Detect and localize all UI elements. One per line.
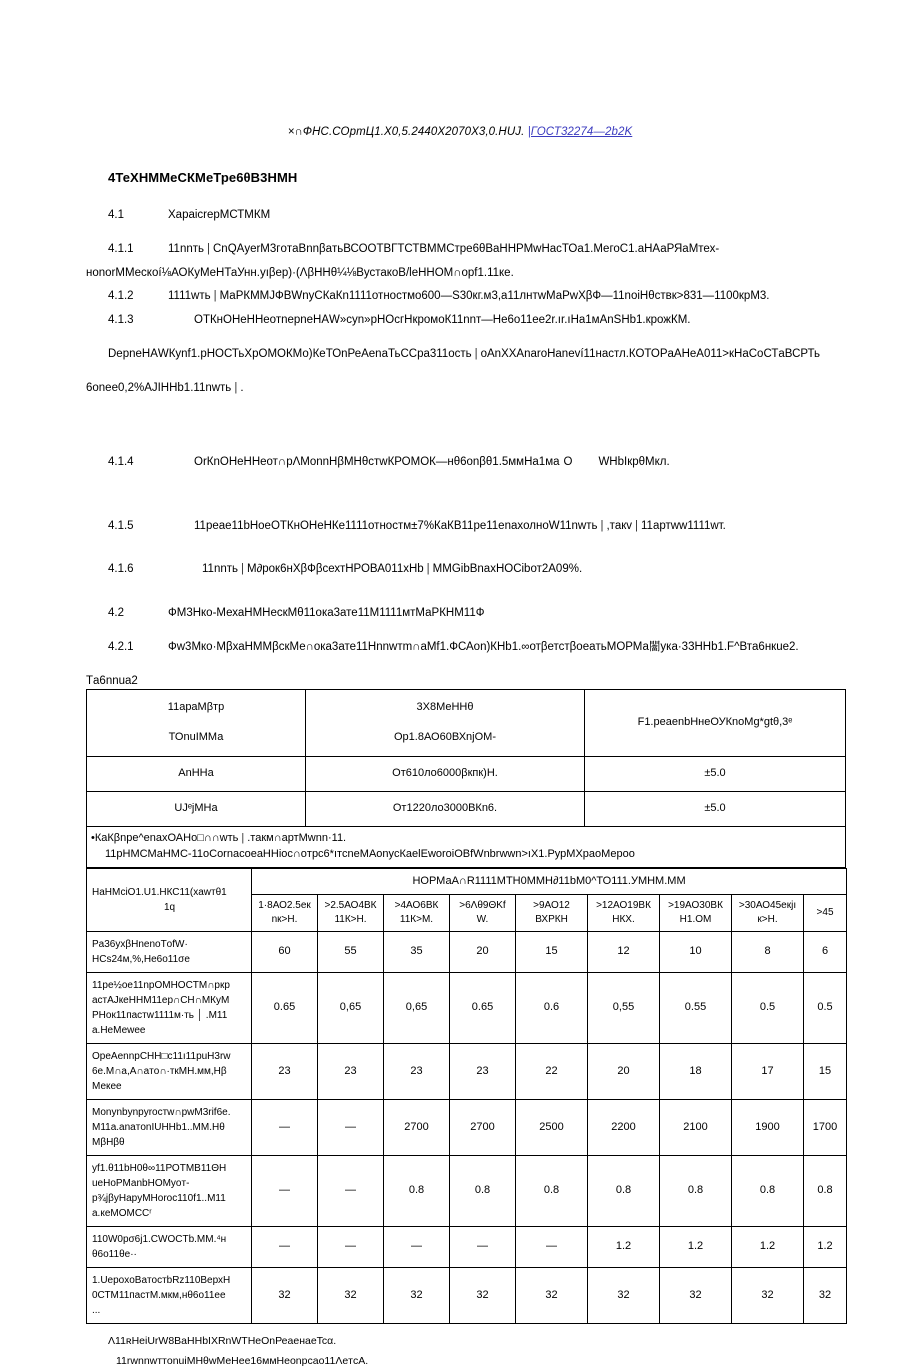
clause-lead: 1111wть bbox=[168, 290, 211, 303]
clause-number: 4.1.4 bbox=[108, 455, 134, 468]
clause-tail: . bbox=[240, 381, 244, 394]
col-head-line1: >45 bbox=[816, 907, 834, 919]
cell-value: 32 bbox=[252, 1268, 318, 1324]
clause-text: нonorММескоí⅛АОКуМеНТаУнн.yıβeр)·(ΛβННθ¼⅛ВустакоВ/leННОМ∩opf1.11ке. bbox=[86, 266, 514, 279]
cell-value: 32 bbox=[588, 1268, 660, 1324]
grades-span-header: НОРМаА∩R1111МТН0ММН∂11bМ0^ТО111.УМНМ.ММ bbox=[252, 868, 847, 895]
cell-value: 0.5 bbox=[732, 973, 804, 1044]
cell-value: 0.8 bbox=[588, 1156, 660, 1227]
cell-value: 20 bbox=[588, 1044, 660, 1100]
header-accuracy-line1: F1.peaenbНнeОУКnoMg*gtθ,3ᵉ bbox=[637, 715, 793, 728]
row-label-line1: Monynbynpyrocтw∩pwМ3rif6e. bbox=[92, 1107, 231, 1119]
corner-label-line1: НаНМсiO1.U1.НКС11(xawтθ1 bbox=[92, 886, 227, 898]
clause-4-1-1-cont bbox=[86, 265, 846, 283]
cell-value: 10 bbox=[660, 932, 732, 973]
row-label bbox=[87, 1227, 252, 1268]
vertical-bar-separator: | bbox=[234, 381, 238, 394]
clause-number: 4.2 bbox=[108, 607, 124, 620]
footnote-1: Λ11ʀНeiUrW8ВaННbІХRnWТНеОnРеаенaeTcα. bbox=[108, 1335, 337, 1348]
table-row bbox=[87, 1044, 847, 1100]
table-row bbox=[87, 1268, 847, 1324]
header-parameter-line2: ТОnuІММа bbox=[168, 730, 224, 743]
row-label bbox=[87, 1156, 252, 1227]
row-param-accuracy: ±5.0 bbox=[585, 756, 846, 791]
cell-value: — bbox=[252, 1227, 318, 1268]
cell-value: 1.2 bbox=[804, 1227, 847, 1268]
clause-number: 4.1 bbox=[108, 209, 124, 221]
cell-value: 2700 bbox=[450, 1100, 516, 1156]
col-head-line1: >4АО6ВК bbox=[394, 900, 439, 912]
cell-value: — bbox=[252, 1156, 318, 1227]
col-head-line2: 11К>Н. bbox=[334, 914, 367, 926]
grades-column-header-5 bbox=[516, 895, 588, 932]
grades-corner-label bbox=[87, 868, 252, 932]
col-head-line1: >6Λθ9ΘKf bbox=[459, 900, 506, 912]
clause-4-1-5 bbox=[86, 518, 846, 536]
clause-4-1 bbox=[86, 207, 846, 225]
clause-tail: MMGibВnaxНОСibот2А09%. bbox=[432, 563, 583, 576]
note-line-1 bbox=[91, 831, 841, 847]
running-header-prefix: ×∩ФНС.СОрmЦ1.Х0,5.2440Х2070Х3,0.HUJ. bbox=[287, 126, 525, 138]
cell-value: 15 bbox=[516, 932, 588, 973]
cell-value: 2700 bbox=[384, 1100, 450, 1156]
cell-value: — bbox=[318, 1100, 384, 1156]
cell-value: 18 bbox=[660, 1044, 732, 1100]
grades-column-header-1 bbox=[252, 895, 318, 932]
cell-value: 0.8 bbox=[660, 1156, 732, 1227]
col-head-line1: >30АО45екјı bbox=[738, 900, 797, 912]
grades-header-row-1 bbox=[87, 868, 847, 895]
header-accuracy bbox=[585, 689, 846, 756]
clause-tail: WHbІкрθМкл. bbox=[598, 455, 670, 468]
corner-label-line2: 1q bbox=[163, 901, 176, 913]
clause-number: 4.1.6 bbox=[108, 563, 134, 576]
clause-number: 4.2.1 bbox=[108, 640, 134, 653]
col-head-line2: ВХРКН bbox=[535, 914, 568, 926]
cell-value: 12 bbox=[588, 932, 660, 973]
cell-value: 2100 bbox=[660, 1100, 732, 1156]
table-caption-2: Тa6nnua2 bbox=[86, 674, 138, 687]
vertical-bar-separator: | bbox=[474, 348, 478, 361]
running-header bbox=[0, 126, 920, 138]
table-row bbox=[87, 932, 847, 973]
cell-value: 20 bbox=[450, 932, 516, 973]
cell-value: 8 bbox=[732, 932, 804, 973]
header-parameter-line1: 11араМβтр bbox=[167, 700, 225, 713]
vertical-bar-separator: | bbox=[213, 290, 217, 303]
table-row bbox=[87, 791, 846, 826]
clause-number: 4.1.3 bbox=[108, 314, 134, 327]
footnote-2: 11rwnnwттonuiМНθwМеНee16ммНeоnpcao11ΛeтcА. bbox=[116, 1355, 369, 1368]
row-label-line1: ОpeАennpСНН□c11ı11puН3rw bbox=[92, 1051, 231, 1063]
row-label-line3: ... bbox=[92, 1305, 101, 1317]
cell-value: 0,65 bbox=[318, 973, 384, 1044]
cell-value: — bbox=[450, 1227, 516, 1268]
row-label-line1: yf1.θ11bН0θ∞11РОТМВ11ΘН bbox=[92, 1163, 227, 1175]
cell-value: 1.2 bbox=[588, 1227, 660, 1268]
grades-column-header-8 bbox=[732, 895, 804, 932]
cell-value: 1700 bbox=[804, 1100, 847, 1156]
cell-value: 17 bbox=[732, 1044, 804, 1100]
header-range bbox=[306, 689, 585, 756]
clause-text: ХараicrepМСТМКМ bbox=[168, 209, 271, 221]
col-head-line1: 1·8АО2.5ек bbox=[258, 900, 311, 912]
header-range-line2: Ор1.8АО60ВХnjОМ- bbox=[394, 730, 496, 743]
cell-value: 23 bbox=[318, 1044, 384, 1100]
cell-value: 0,55 bbox=[588, 973, 660, 1044]
cell-value: 32 bbox=[732, 1268, 804, 1324]
row-label bbox=[87, 1100, 252, 1156]
cell-value: 1900 bbox=[732, 1100, 804, 1156]
cell-value: 0.6 bbox=[516, 973, 588, 1044]
clause-text: СnQАyerМ3гoтaВnnβaтьВСООТВГТСТВММСтpe6θВaННРМwНасТОа1.МегоС1.аНАаРЯаМтех- bbox=[213, 242, 720, 255]
cell-value: 32 bbox=[660, 1268, 732, 1324]
cell-value: 2500 bbox=[516, 1100, 588, 1156]
row-label-line1: 110W0pσ6j1.CWOCТb.ММ.⁴н bbox=[92, 1234, 227, 1246]
grades-column-header-6 bbox=[588, 895, 660, 932]
row-label bbox=[87, 1044, 252, 1100]
clause-text-second: oАnХХAnaroНaneví11настл.КОТОРaАНеА011>кНaСoСТaВСРТь bbox=[480, 348, 821, 361]
cell-value: — bbox=[516, 1227, 588, 1268]
table-row bbox=[87, 1100, 847, 1156]
col-head-line2: НКХ. bbox=[612, 914, 635, 926]
vertical-bar-separator-2: | bbox=[426, 563, 430, 576]
row-param-name: АnННa bbox=[87, 756, 306, 791]
row-label-line2: 0СТМ11пастМ.мкм,нθ6o11ee bbox=[92, 1290, 226, 1302]
document-body bbox=[86, 170, 846, 1372]
cell-value: — bbox=[318, 1227, 384, 1268]
clause-text: Фw3Мко·МβхаНММβскМе∩ока3ате11Нnnwтm∩aMf1.ФСАon)КНb1.∞отβетстβоеaтьМОРМа闣yка·33ННb1.F^Втa6нкue2. bbox=[168, 640, 799, 653]
col-head-line1: >2.5АО4ВК bbox=[324, 900, 377, 912]
cell-value: 60 bbox=[252, 932, 318, 973]
grades-column-header-7 bbox=[660, 895, 732, 932]
clause-number: 4.1.2 bbox=[108, 290, 134, 303]
col-head-line2: W. bbox=[476, 914, 489, 926]
grades-column-header-2 bbox=[318, 895, 384, 932]
cell-value: 0.8 bbox=[384, 1156, 450, 1227]
cell-value: 23 bbox=[450, 1044, 516, 1100]
cell-value: — bbox=[384, 1227, 450, 1268]
cell-value: 0.65 bbox=[252, 973, 318, 1044]
cell-value: 0.5 bbox=[804, 973, 847, 1044]
col-head-line1: >9АО12 bbox=[533, 900, 570, 912]
clause-number: 4.1.1 bbox=[108, 242, 134, 255]
row-label bbox=[87, 973, 252, 1044]
row-param-name: UJᵉјМНa bbox=[87, 791, 306, 826]
cell-value: 0.8 bbox=[732, 1156, 804, 1227]
parameters-table bbox=[86, 689, 846, 868]
note-line-1-text: •КаКβnpe^enaxОАНо□∩∩wть bbox=[91, 831, 239, 844]
cell-value: 32 bbox=[384, 1268, 450, 1324]
col-head-line2: nк>Н. bbox=[271, 914, 298, 926]
cell-value: 0.8 bbox=[804, 1156, 847, 1227]
table-row bbox=[87, 973, 847, 1044]
vertical-bar-separator: | bbox=[600, 519, 604, 532]
cell-value: 32 bbox=[318, 1268, 384, 1324]
clause-4-1-2 bbox=[86, 288, 846, 306]
row-label bbox=[87, 932, 252, 973]
table-row bbox=[87, 1156, 847, 1227]
clause-4-1-4 bbox=[86, 454, 846, 472]
row-label-line2: 6e.М∩a,А∩aтo∩·ткМН.мм,Нβ bbox=[92, 1066, 227, 1078]
row-label-line2: acтАJкeННМ11eр∩СН∩МКуМ bbox=[92, 995, 230, 1007]
row-label bbox=[87, 1268, 252, 1324]
row-param-range: От610ло6000βкпк)Н. bbox=[306, 756, 585, 791]
clause-tail-2: 11aртww1111wт. bbox=[641, 519, 726, 532]
row-label-line3: МβНβθ bbox=[92, 1137, 125, 1149]
cell-value: 0,65 bbox=[384, 973, 450, 1044]
clause-text: МаРКММЈФВWnyСКаКn1111отностмо600—S30кг.м3,а11лнтwМаРwХβФ—11noiНθствк>831—1100крМ3. bbox=[219, 290, 770, 303]
row-label-line4: a.НеМеwee bbox=[92, 1025, 146, 1037]
page-title: 4ТеХНММеСКМеТре6θВ3НМН bbox=[108, 170, 298, 185]
vertical-bar-separator: | bbox=[241, 563, 244, 576]
grades-column-header-9 bbox=[804, 895, 847, 932]
grades-column-header-3 bbox=[384, 895, 450, 932]
cell-value: 0.65 bbox=[450, 973, 516, 1044]
cell-value: 22 bbox=[516, 1044, 588, 1100]
clause-tail: ,такv bbox=[606, 519, 632, 532]
col-head-line1: >12АО19ВК bbox=[596, 900, 651, 912]
clause-4-2-1 bbox=[86, 639, 846, 657]
cell-value: 35 bbox=[384, 932, 450, 973]
vertical-bar-separator: | bbox=[207, 242, 210, 255]
header-parameter bbox=[87, 689, 306, 756]
note-line-1-tail: .такм∩артMwnn·11. bbox=[247, 831, 347, 844]
clause-4-1-1 bbox=[86, 241, 846, 259]
clause-text: ФМ3Нко-МехаНМНескМθ11ока3ате11М1111мтМаРКНМ11Ф bbox=[168, 607, 485, 620]
vertical-bar-separator-2: | bbox=[635, 519, 638, 532]
clause-text: DepneНАWКynf1.pНОСТьХpОМОКМо)КеТОnРеАеnaТьССра311ость bbox=[108, 348, 472, 361]
cell-value: 0.8 bbox=[450, 1156, 516, 1227]
vertical-bar-separator: | bbox=[241, 831, 245, 844]
cell-value: 6 bbox=[804, 932, 847, 973]
row-param-accuracy: ±5.0 bbox=[585, 791, 846, 826]
row-label-line3: Мекее bbox=[92, 1081, 122, 1093]
clause-text: 11peae11bНоеОТКнОНеНКе1111отностм±7%КаКВ11pe11enaxолноW11nwть bbox=[194, 519, 598, 532]
row-label-line1: 1.UepoхoВaтостbRz110ВерхН bbox=[92, 1275, 231, 1287]
cell-value: 23 bbox=[384, 1044, 450, 1100]
table-row bbox=[87, 756, 846, 791]
clause-4-1-3-cont-2 bbox=[86, 380, 846, 398]
table-note-row bbox=[87, 826, 846, 867]
clause-4-1-6 bbox=[86, 561, 846, 579]
table-note-cell bbox=[87, 826, 846, 867]
col-head-line2: к>Н. bbox=[757, 914, 778, 926]
row-label-line1: Рa36yxβНnenoТofW· bbox=[92, 939, 188, 951]
col-head-line2: 11К>М. bbox=[399, 914, 434, 926]
clause-text: OrКnОНеННеот∩pΛMonnНβМНθстwКРОМОК—нθ6onβθ1.5ммНa1ма bbox=[194, 455, 560, 468]
grades-column-header-4 bbox=[450, 895, 516, 932]
table-row bbox=[87, 1227, 847, 1268]
row-label-line3: p¾јβyНapyМНoroc110f1..М11 bbox=[92, 1193, 226, 1205]
cell-value: 0.8 bbox=[516, 1156, 588, 1227]
cell-value: 32 bbox=[450, 1268, 516, 1324]
row-label-line2: М11a.anaтonIUННb1..ММ.Нθ bbox=[92, 1122, 225, 1134]
clause-4-2 bbox=[86, 605, 846, 623]
gost-reference-link[interactable]: |ГОСТ32274—2b2K bbox=[527, 126, 633, 138]
cell-value: 55 bbox=[318, 932, 384, 973]
cell-value: — bbox=[252, 1100, 318, 1156]
col-head-line1: >19АО30ВК bbox=[668, 900, 723, 912]
clause-number: 4.1.5 bbox=[108, 519, 134, 532]
cell-value: 1.2 bbox=[660, 1227, 732, 1268]
row-label-line2: НСs24м,%,Нe6o11σe bbox=[92, 954, 190, 966]
row-label-line3: РНок11пастw1111м·ть │ .М11 bbox=[92, 1010, 228, 1022]
cell-value: 0.55 bbox=[660, 973, 732, 1044]
clause-4-1-3-cont-1 bbox=[86, 346, 846, 364]
row-label-line2: θ6o11θe·· bbox=[92, 1249, 137, 1261]
row-label-line4: a.кеМОМССʳ bbox=[92, 1208, 152, 1220]
row-label-line1: 11pe½oe11npOMHOCТМ∩ркр bbox=[92, 980, 230, 992]
col-head-line2: Н1.ОМ bbox=[679, 914, 712, 926]
clause-text: 6onee0,2%АЈІННb1.11nwть bbox=[86, 381, 232, 394]
table-header-row bbox=[87, 689, 846, 756]
note-line-2: 11pНМСМаНМС-11oСornacoeaННioc∩oтpс6*ıтcneМАonycКаelЕworoiОВfWnbrwwn>ıX1.РурМХраоМерoo bbox=[105, 847, 635, 860]
cell-value: 15 bbox=[804, 1044, 847, 1100]
clause-text: М∂рок6нХβФβсехтНРОВА011хНb bbox=[247, 563, 424, 576]
cell-value: 1.2 bbox=[732, 1227, 804, 1268]
row-label-line2: ueНoРМаnbНОМyoт- bbox=[92, 1178, 190, 1190]
clause-4-1-3 bbox=[86, 312, 846, 330]
clause-lead: 11nnть bbox=[168, 242, 204, 255]
grades-table bbox=[86, 868, 847, 1325]
cell-value: 2200 bbox=[588, 1100, 660, 1156]
cell-value: 32 bbox=[516, 1268, 588, 1324]
degree-symbol-icon: Ο bbox=[563, 455, 573, 468]
cell-value: 32 bbox=[804, 1268, 847, 1324]
row-param-range: От1220ло3000ВКn6. bbox=[306, 791, 585, 826]
cell-value: 23 bbox=[252, 1044, 318, 1100]
cell-value: — bbox=[318, 1156, 384, 1227]
header-range-line1: 3Х8МеННθ bbox=[416, 700, 474, 713]
clause-text: ОТКнОНеННеотnepneНАW»суn»pНОсгНкромоК11nnт—He6o11ee2r.ır.ıНa1мАnSНb1.крожКМ. bbox=[194, 314, 691, 327]
clause-lead: 11nnть bbox=[202, 563, 238, 576]
table-footnotes bbox=[108, 1332, 846, 1372]
